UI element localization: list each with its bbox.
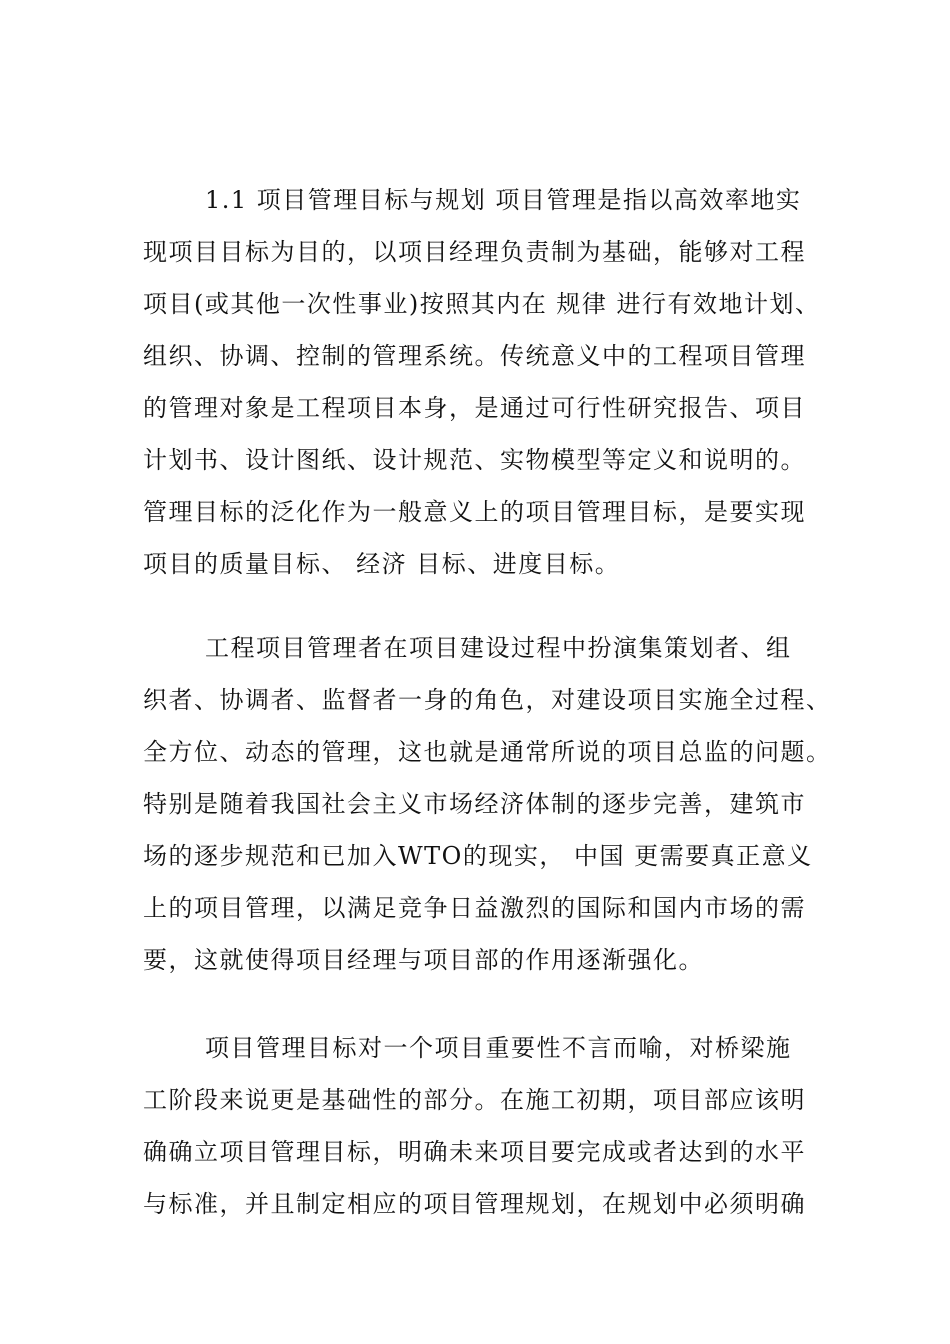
text-line: 与标准，并且制定相应的项目管理规划，在规划中必须明确 <box>143 1190 806 1218</box>
paragraph-bridge-construction-goals <box>143 1022 843 1230</box>
text-line: 项目(或其他一次性事业)按照其内在 规律 进行有效地计划、 <box>143 290 821 318</box>
text-line: 织者、协调者、监督者一身的角色，对建设项目实施全过程、 <box>143 686 832 714</box>
text-line: 1.1 项目管理目标与规划 项目管理是指以高效率地实 <box>205 186 802 214</box>
text-line: 现项目目标为目的，以项目经理负责制为基础，能够对工程 <box>143 238 806 266</box>
text-line: 全方位、动态的管理，这也就是通常所说的项目总监的问题。 <box>143 738 832 766</box>
paragraph-project-management-goals <box>143 174 843 590</box>
text-line: 上的项目管理，以满足竞争日益激烈的国际和国内市场的需 <box>143 894 806 922</box>
text-line: 管理目标的泛化作为一般意义上的项目管理目标，是要实现 <box>143 498 806 526</box>
text-line: 项目管理目标对一个项目重要性不言而喻，对桥梁施 <box>205 1034 792 1062</box>
text-line: 计划书、设计图纸、设计规范、实物模型等定义和说明的。 <box>143 446 806 474</box>
text-line: 项目的质量目标、 经济 目标、进度目标。 <box>143 550 621 578</box>
text-line: 的管理对象是工程项目本身，是通过可行性研究报告、项目 <box>143 394 806 422</box>
text-line: 要，这就使得项目经理与项目部的作用逐渐强化。 <box>143 946 704 974</box>
text-line: 工程项目管理者在项目建设过程中扮演集策划者、组 <box>205 634 792 662</box>
text-line: 特别是随着我国社会主义市场经济体制的逐步完善，建筑市 <box>143 790 806 818</box>
text-line: 确确立项目管理目标，明确未来项目要完成或者达到的水平 <box>143 1138 806 1166</box>
paragraph-project-manager-role <box>143 622 843 986</box>
text-line: 场的逐步规范和已加入WTO的现实， 中国 更需要真正意义 <box>143 842 813 870</box>
text-line: 组织、协调、控制的管理系统。传统意义中的工程项目管理 <box>143 342 806 370</box>
text-line: 工阶段来说更是基础性的部分。在施工初期，项目部应该明 <box>143 1086 806 1114</box>
